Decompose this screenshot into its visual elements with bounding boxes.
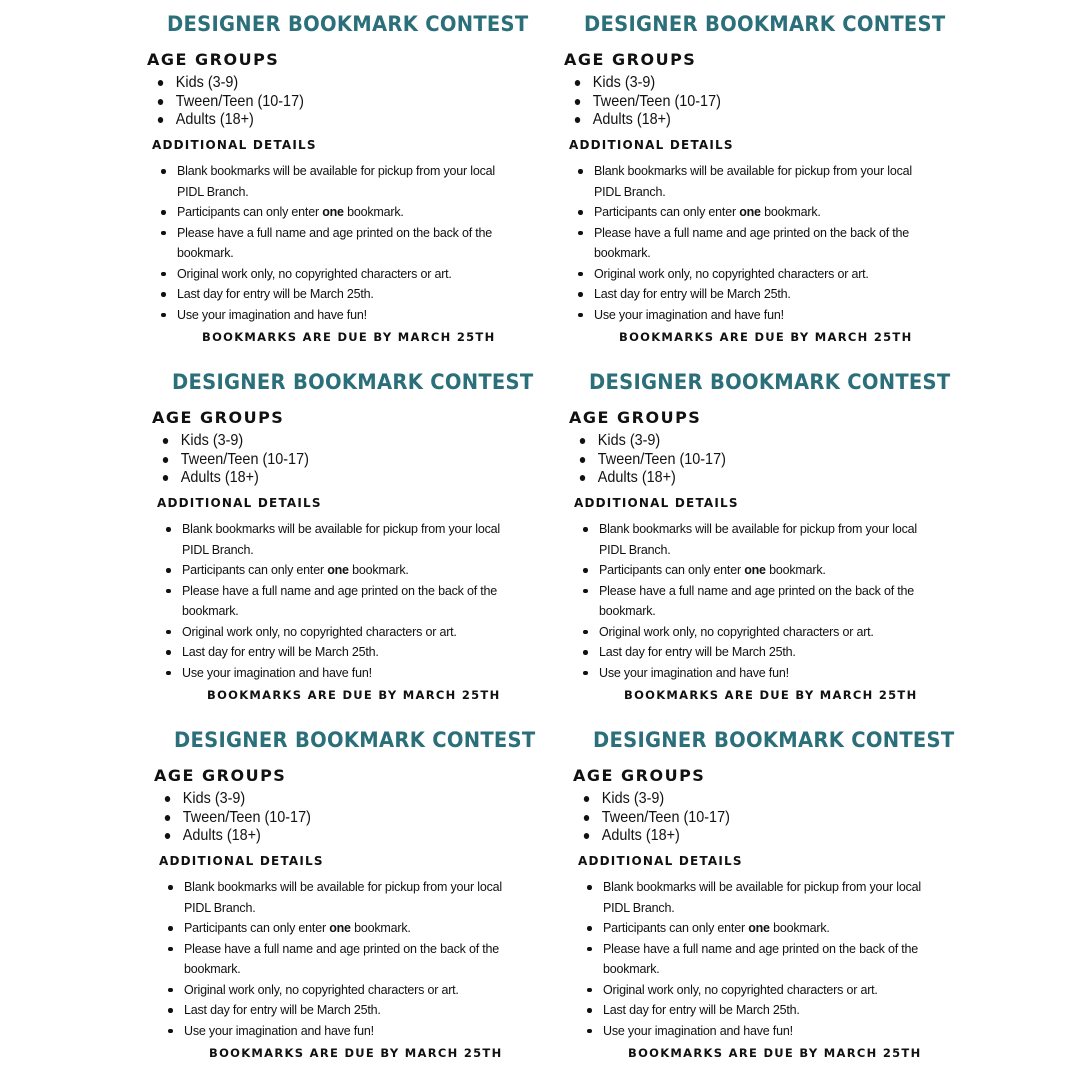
detail-item: Last day for entry will be March 25th. [573, 1000, 943, 1021]
detail-item: Original work only, no copyrighted characters or art. [152, 622, 522, 643]
detail-item: Use your imagination and have fun! [152, 663, 522, 684]
detail-item: Blank bookmarks will be available for pickup from your local PIDL Branch. [152, 519, 522, 560]
additional-details-heading: ADDITIONAL DETAILS [157, 496, 322, 510]
detail-item: Last day for entry will be March 25th. [564, 284, 934, 305]
age-groups-heading: AGE GROUPS [147, 50, 280, 69]
detail-item: Last day for entry will be March 25th. [569, 642, 939, 663]
additional-details-heading: ADDITIONAL DETAILS [152, 138, 317, 152]
age-groups-heading: AGE GROUPS [564, 50, 697, 69]
age-groups-list [147, 74, 321, 130]
bookmark-flyer-card [152, 370, 552, 720]
bookmark-flyer-card [573, 728, 973, 1078]
detail-item: Blank bookmarks will be available for pickup from your local PIDL Branch. [154, 877, 524, 918]
bookmark-flyer-card [154, 728, 554, 1078]
detail-item: Original work only, no copyrighted characters or art. [573, 980, 943, 1001]
additional-details-heading: ADDITIONAL DETAILS [569, 138, 734, 152]
due-date-note: BOOKMARKS ARE DUE BY MARCH 25TH [628, 1046, 922, 1060]
detail-item: Participants can only enter one bookmark. [147, 202, 517, 223]
detail-item: Please have a full name and age printed on the back of the bookmark. [564, 223, 934, 264]
detail-item: Participants can only enter one bookmark. [154, 918, 524, 939]
detail-item: Participants can only enter one bookmark. [564, 202, 934, 223]
age-group-item: Adults (18+) [154, 827, 311, 846]
contest-title: DESIGNER BOOKMARK CONTEST [174, 728, 536, 752]
age-group-item: Tween/Teen (10-17) [154, 809, 311, 828]
due-date-note: BOOKMARKS ARE DUE BY MARCH 25TH [619, 330, 913, 344]
age-group-item: Kids (3-9) [154, 790, 311, 809]
contest-title: DESIGNER BOOKMARK CONTEST [593, 728, 955, 752]
detail-item: Use your imagination and have fun! [569, 663, 939, 684]
details-list [564, 161, 959, 325]
contest-title: DESIGNER BOOKMARK CONTEST [167, 12, 529, 36]
age-group-item: Adults (18+) [569, 469, 726, 488]
detail-item: Blank bookmarks will be available for pickup from your local PIDL Branch. [569, 519, 939, 560]
age-groups-list [564, 74, 738, 130]
detail-item: Last day for entry will be March 25th. [152, 642, 522, 663]
age-group-item: Tween/Teen (10-17) [573, 809, 730, 828]
additional-details-heading: ADDITIONAL DETAILS [578, 854, 743, 868]
detail-item: Original work only, no copyrighted characters or art. [154, 980, 524, 1001]
age-group-item: Tween/Teen (10-17) [564, 93, 721, 112]
age-group-item: Kids (3-9) [152, 432, 309, 451]
detail-item: Use your imagination and have fun! [564, 305, 934, 326]
detail-item: Please have a full name and age printed on the back of the bookmark. [154, 939, 524, 980]
detail-item: Blank bookmarks will be available for pickup from your local PIDL Branch. [573, 877, 943, 918]
age-group-item: Kids (3-9) [573, 790, 730, 809]
age-group-item: Tween/Teen (10-17) [152, 451, 309, 470]
age-group-item: Kids (3-9) [569, 432, 726, 451]
due-date-note: BOOKMARKS ARE DUE BY MARCH 25TH [209, 1046, 503, 1060]
age-group-item: Kids (3-9) [147, 74, 304, 93]
due-date-note: BOOKMARKS ARE DUE BY MARCH 25TH [207, 688, 501, 702]
detail-item: Participants can only enter one bookmark. [573, 918, 943, 939]
due-date-note: BOOKMARKS ARE DUE BY MARCH 25TH [202, 330, 496, 344]
bookmark-flyer-card [564, 12, 964, 362]
details-list [152, 519, 547, 683]
age-group-item: Kids (3-9) [564, 74, 721, 93]
bookmark-flyer-card [147, 12, 547, 362]
detail-item: Use your imagination and have fun! [573, 1021, 943, 1042]
details-list [147, 161, 542, 325]
details-list [154, 877, 549, 1041]
detail-item: Please have a full name and age printed on the back of the bookmark. [152, 581, 522, 622]
age-groups-heading: AGE GROUPS [154, 766, 287, 785]
age-group-item: Adults (18+) [573, 827, 730, 846]
bookmark-flyer-card [569, 370, 969, 720]
contest-title: DESIGNER BOOKMARK CONTEST [172, 370, 534, 394]
detail-item: Original work only, no copyrighted characters or art. [147, 264, 517, 285]
detail-item: Please have a full name and age printed on the back of the bookmark. [569, 581, 939, 622]
age-groups-list [152, 432, 326, 488]
contest-title: DESIGNER BOOKMARK CONTEST [589, 370, 951, 394]
age-groups-heading: AGE GROUPS [569, 408, 702, 427]
age-group-item: Tween/Teen (10-17) [569, 451, 726, 470]
contest-title: DESIGNER BOOKMARK CONTEST [584, 12, 946, 36]
detail-item: Use your imagination and have fun! [147, 305, 517, 326]
detail-item: Blank bookmarks will be available for pickup from your local PIDL Branch. [564, 161, 934, 202]
additional-details-heading: ADDITIONAL DETAILS [159, 854, 324, 868]
detail-item: Blank bookmarks will be available for pickup from your local PIDL Branch. [147, 161, 517, 202]
age-group-item: Tween/Teen (10-17) [147, 93, 304, 112]
age-group-item: Adults (18+) [564, 111, 721, 130]
age-group-item: Adults (18+) [147, 111, 304, 130]
detail-item: Last day for entry will be March 25th. [154, 1000, 524, 1021]
detail-item: Please have a full name and age printed on the back of the bookmark. [573, 939, 943, 980]
age-groups-list [573, 790, 747, 846]
detail-item: Participants can only enter one bookmark. [152, 560, 522, 581]
age-groups-list [569, 432, 743, 488]
details-list [573, 877, 968, 1041]
additional-details-heading: ADDITIONAL DETAILS [574, 496, 739, 510]
due-date-note: BOOKMARKS ARE DUE BY MARCH 25TH [624, 688, 918, 702]
detail-item: Please have a full name and age printed on the back of the bookmark. [147, 223, 517, 264]
details-list [569, 519, 964, 683]
detail-item: Original work only, no copyrighted characters or art. [564, 264, 934, 285]
age-groups-list [154, 790, 328, 846]
age-group-item: Adults (18+) [152, 469, 309, 488]
age-groups-heading: AGE GROUPS [573, 766, 706, 785]
detail-item: Last day for entry will be March 25th. [147, 284, 517, 305]
detail-item: Original work only, no copyrighted characters or art. [569, 622, 939, 643]
detail-item: Use your imagination and have fun! [154, 1021, 524, 1042]
age-groups-heading: AGE GROUPS [152, 408, 285, 427]
detail-item: Participants can only enter one bookmark. [569, 560, 939, 581]
